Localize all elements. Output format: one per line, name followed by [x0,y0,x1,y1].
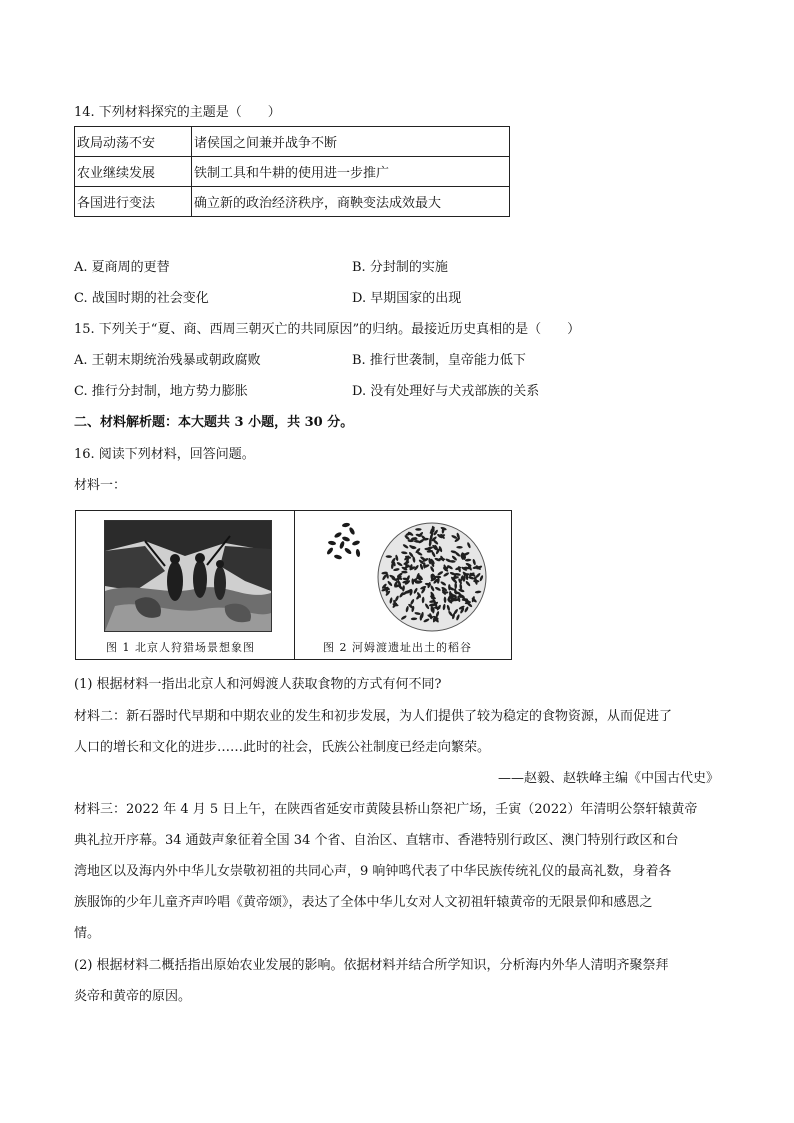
question-14-stem: 14. 下列材料探究的主题是（ ） [74,105,281,120]
material-3-text-line-5: 情。 [74,926,101,941]
question-15-stem: 15. 下列关于“夏、商、西周三朝灭亡的共同原因”的归纳。最接近历史真相的是（ ） [74,322,581,337]
hemudu-rice-grains-image [302,515,510,635]
material-2-text-line-1: 材料二：新石器时代早期和中期农业的发生和初步发展，为人们提供了较为稳定的食物资源，从而促进了 [74,709,673,724]
material-3-text-line-2: 典礼拉开序幕。34 通鼓声象征着全国 34 个省、自治区、直辖市、香港特别行政区、澳门特别行政区和台 [74,833,679,848]
section-2-heading: 二、材料解析题：本大题共 3 小题，共 30 分。 [74,415,354,430]
table-row [75,127,510,157]
question-15-option-a[interactable]: A. 王朝末期统治残暴或朝政腐败 [74,353,261,368]
material-1-label: 材料一： [74,478,127,493]
question-16-stem: 16. 阅读下列材料，回答问题。 [74,447,255,462]
material-2-text-line-2: 人口的增长和文化的进步……此时的社会，氏族公社制度已经走向繁荣。 [74,740,491,755]
question-14-option-c[interactable]: C. 战国时期的社会变化 [74,291,209,306]
question-15-option-c[interactable]: C. 推行分封制，地方势力膨胀 [74,384,248,399]
figure-1-caption: 图 1 北京人狩猎场景想象图 [106,641,255,654]
peking-man-hunting-image [104,520,272,632]
rice-grain [415,528,421,531]
material-1-figures [75,510,512,660]
question-16-part-1: (1) 根据材料一指出北京人和河姆渡人获取食物的方式有何不同? [74,677,442,692]
question-14-option-b[interactable]: B. 分封制的实施 [352,260,448,275]
material-3-text-line-1: 材料三：2022 年 4 月 5 日上午，在陕西省延安市黄陵县桥山祭祀广场，壬寅（2022）年清明公祭轩辕黄帝 [74,802,698,817]
table-cell-topic: 各国进行变法 [75,187,192,217]
question-14-option-a[interactable]: A. 夏商周的更替 [74,260,170,275]
figure-2-caption: 图 2 河姆渡遗址出土的稻谷 [323,641,472,654]
question-14-table [74,126,510,217]
table-cell-topic: 农业继续发展 [75,157,192,187]
rice-grain-cluster-small [326,522,361,560]
question-16-part-2-line-1: (2) 根据材料二概括指出原始农业发展的影响。依据材料并结合所学知识，分析海内外华人清明齐聚祭拜 [74,958,669,973]
table-row [75,187,510,217]
question-15-option-d[interactable]: D. 没有处理好与犬戎部族的关系 [352,384,540,399]
material-3-text-line-4: 族服饰的少年儿童齐声吟唱《黄帝颂》，表达了全体中华儿女对人文初祖轩辕黄帝的无限景仰和感恩之 [74,895,653,910]
table-cell-detail: 铁制工具和牛耕的使用进一步推广 [192,157,510,187]
question-14-option-d[interactable]: D. 早期国家的出现 [352,291,462,306]
material-3-text-line-3: 湾地区以及海内外中华儿女崇敬初祖的共同心声，9 响钟鸣代表了中华民族传统礼仪的最高礼数，身着各 [74,864,672,879]
figure-divider [294,511,295,659]
question-16-part-2-line-2: 炎帝和黄帝的原因。 [74,989,192,1004]
table-cell-topic: 政局动荡不安 [75,127,192,157]
table-cell-detail: 诸侯国之间兼并战争不断 [192,127,510,157]
table-cell-detail: 确立新的政治经济秩序，商鞅变法成效最大 [192,187,510,217]
table-row [75,157,510,187]
material-2-source: ——赵毅、赵轶峰主编《中国古代史》 [497,771,719,786]
question-15-option-b[interactable]: B. 推行世袭制，皇帝能力低下 [352,353,526,368]
